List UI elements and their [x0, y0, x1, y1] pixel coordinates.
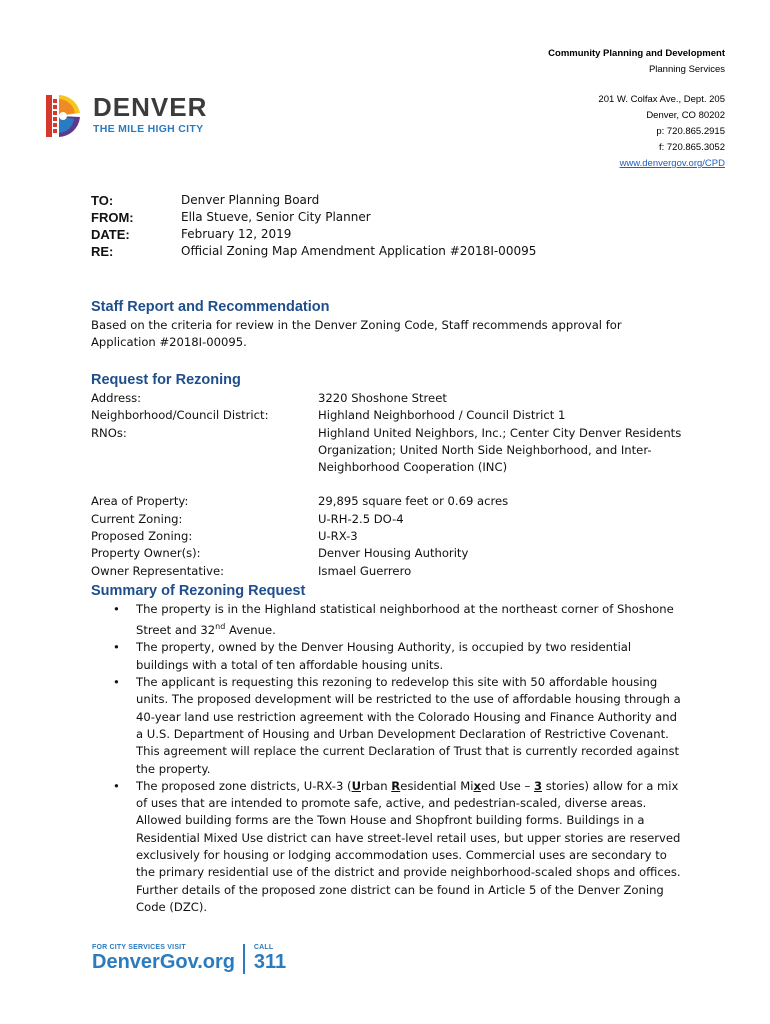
list-item: [91, 639, 682, 674]
current-zoning-label: Current Zoning:: [91, 511, 183, 526]
memo-date-label: DATE:: [91, 227, 130, 242]
department-name: Community Planning and Development: [548, 48, 725, 59]
representative-row: [91, 563, 682, 580]
memo-to-label: TO:: [91, 193, 114, 208]
owner-value: Denver Housing Authority: [318, 546, 469, 561]
district-row: [91, 407, 682, 424]
summary-section: [91, 581, 682, 916]
area-value: 29,895 square feet or 0.69 acres: [318, 494, 509, 509]
denver-sun-logo-icon: [46, 93, 82, 139]
bullet-text: ed Use –: [480, 778, 534, 793]
memo-from-label: FROM:: [91, 210, 134, 225]
bullet-text: The proposed zone districts, U-RX-3 (: [136, 778, 352, 793]
memo-re-value: Official Zoning Map Amendment Application #2018I-00095: [181, 244, 537, 258]
bullet-text: rban: [361, 778, 392, 793]
division-name: Planning Services: [648, 64, 725, 75]
address-value: 3220 Shoshone Street: [318, 391, 447, 405]
agency-header: [548, 46, 725, 172]
bullet-text: Avenue.: [225, 623, 276, 638]
memo-from-value: Ella Stueve, Senior City Planner: [181, 210, 371, 224]
list-item: [91, 601, 682, 639]
district-value: Highland Neighborhood / Council District 1: [318, 408, 566, 423]
staff-report-section: [91, 297, 682, 352]
footer-site-link[interactable]: DenverGov.org: [92, 951, 235, 973]
footer-branding: [92, 944, 286, 974]
rnos-row: [91, 425, 682, 477]
denver-logo: [46, 93, 226, 141]
fax-number: f: 720.865.3052: [658, 142, 725, 153]
footer-phone: 311: [253, 951, 287, 973]
rnos-value: Highland United Neighbors, Inc.; Center City Denver Residents Organization; United North Side Neighborhood, and Inter-Neighborhood Cooperation (INC): [318, 425, 682, 475]
emphasis-letter: x: [473, 778, 481, 793]
logo-wordmark: DENVER: [93, 92, 208, 122]
address-line-1: 201 W. Colfax Ave., Dept. 205: [598, 94, 725, 105]
proposed-zoning-label: Proposed Zoning:: [91, 529, 193, 544]
request-section: [91, 370, 682, 580]
emphasis-letter: U: [351, 778, 361, 793]
bullet-icon: •: [113, 675, 120, 690]
representative-label: Owner Representative:: [91, 563, 225, 578]
bullet-text: esidential Mi: [400, 778, 474, 793]
memo-date-row: [91, 226, 536, 243]
current-zoning-row: [91, 511, 682, 528]
website-link[interactable]: www.denvergov.org/CPD: [619, 158, 725, 169]
summary-heading: Summary of Rezoning Request: [91, 583, 306, 599]
memo-re-label: RE:: [91, 244, 114, 259]
rnos-label: RNOs:: [91, 425, 127, 440]
list-item: [91, 674, 682, 778]
bullet-text: The applicant is requesting this rezoning to redevelop this site with 50 affordable housing units. The proposed development will be restricted to the use of affordable housing through a 40-year land use restriction agreement with the Colorado Housing and Finance Authority and a U.S. Department of Housing and Urban Development Declaration of Restrictive Covenant. This agreement will replace the current Declaration of Trust that is currently recorded against the property.: [136, 675, 681, 776]
footer-visit-text: FOR CITY SERVICES VISIT: [92, 944, 186, 951]
address-line-2: Denver, CO 80202: [646, 110, 725, 121]
proposed-zoning-value: U-RX-3: [318, 529, 358, 544]
footer-call-text: CALL: [253, 944, 274, 951]
memo-to-value: Denver Planning Board: [181, 193, 320, 207]
memo-re-row: [91, 243, 536, 260]
address-label: Address:: [91, 391, 142, 405]
emphasis-letter: R: [391, 778, 401, 793]
owner-label: Property Owner(s):: [91, 546, 201, 561]
bullet-icon: •: [113, 640, 120, 655]
bullet-text: The property, owned by the Denver Housing Authority, is occupied by two residential buildings with a total of ten affordable housing units.: [136, 640, 632, 672]
district-label: Neighborhood/Council District:: [91, 408, 269, 423]
address-row: [91, 390, 682, 407]
bullet-text: The property is in the Highland statistical neighborhood at the northeast corner of Shoshone Street and 32: [136, 602, 674, 638]
memo-header: [91, 192, 536, 260]
list-item: [91, 778, 682, 916]
representative-value: Ismael Guerrero: [318, 563, 412, 578]
current-zoning-value: U-RH-2.5 DO-4: [318, 511, 404, 526]
memo-from-row: [91, 209, 536, 226]
owner-row: [91, 545, 682, 562]
area-row: [91, 493, 682, 510]
proposed-zoning-row: [91, 528, 682, 545]
bullet-icon: •: [113, 602, 120, 616]
staff-report-text: Based on the criteria for review in the Denver Zoning Code, Staff recommends approval for Application #2018I-00095.: [91, 318, 622, 350]
summary-list: [91, 601, 682, 916]
phone-number: p: 720.865.2915: [656, 126, 725, 137]
memo-date-value: February 12, 2019: [181, 227, 292, 241]
ordinal-superscript: nd: [215, 622, 226, 632]
footer-divider: [243, 944, 245, 974]
emphasis-letter: 3: [533, 778, 543, 793]
logo-tagline: THE MILE HIGH CITY: [93, 123, 204, 135]
bullet-text: stories) allow for a mix of uses that are intended to promote safe, active, and pedestrian-scaled, diverse areas. Allowed building forms are the Town House and Shopfront building forms. Buildings in a Residential Mixed Use district can have street-level retail uses, but upper stories are reserved exclusively for housing or lodging accommodation uses. Commercial uses are secondary to the primary residential use of the district and provide neighborhood-scaled shops and offices. Further details of the proposed zone district can be found in Article 5 of the Denver Zoning Code (DZC).: [136, 778, 681, 914]
staff-report-heading: Staff Report and Recommendation: [91, 299, 330, 315]
bullet-icon: •: [113, 778, 120, 793]
area-label: Area of Property:: [91, 494, 189, 509]
memo-to-row: [91, 192, 536, 209]
request-heading: Request for Rezoning: [91, 372, 241, 388]
